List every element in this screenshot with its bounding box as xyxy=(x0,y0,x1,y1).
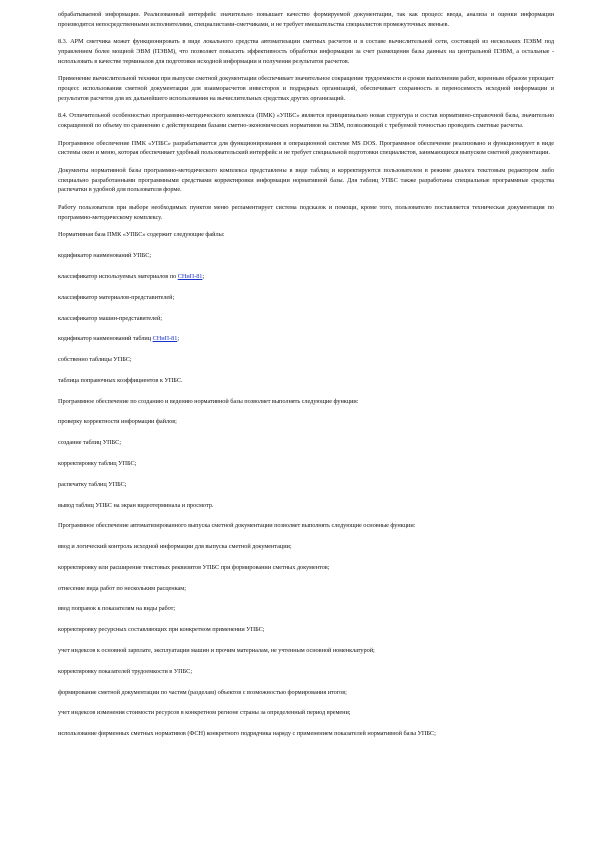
list-item-suffix: ; xyxy=(202,272,205,280)
paragraph-user-help: Работу пользователя при выборе необходимых пунктов меню регламентирует система подсказок и помощи, кроме того, пользователю поставляется техническая документация по программно-методическому комплексу. xyxy=(58,204,554,221)
paragraph-8-3-arm: 8.3. АРМ сметчика может функционировать в виде локального средства автоматизации сметных расчетов и в составе вычислительной сети, состоящей из нескольких ПЭВМ под управлением более мощной ЭВМ (ПЭВМ), что позволяет повысить эффективность обработки информации за счет размещения базы данных на центральной ПЭВМ, а остальные - использовать в качестве терминалов для подготовки исходной информации и получения результатов расчетов. xyxy=(58,38,554,65)
list-item-text: классификатор используемых материалов по xyxy=(58,272,178,280)
list-item: классификатор материалов-представителей; xyxy=(58,293,175,301)
snip-81-link[interactable]: СНиП-81 xyxy=(177,272,203,280)
list-item: вывод таблиц УПБС на экран видеотерминала и просмотр. xyxy=(58,501,214,509)
list-item-text: кодификатор наименований таблиц xyxy=(58,335,153,343)
list-item: проверку корректности информации файлов; xyxy=(58,418,177,426)
list-item: ввод и логический контроль исходной информации для выпуска сметной документации; xyxy=(58,543,292,551)
list-item: отнесение вида работ по нескольким расценкам; xyxy=(58,584,186,592)
paragraph-output-functions-intro: Программное обеспечение автоматизированного выпуска сметной документации позволяет выполнять следующие основные функции: xyxy=(58,522,416,530)
list-item: корректировку таблиц УПБС; xyxy=(58,460,137,467)
list-item: использование фирменных сметных нормативов (ФСН) конкретного подрядчика наряду с применением показателей нормативной базы УПБС; xyxy=(58,730,436,738)
paragraph-base-files-intro: Нормативная база ПМК «УПБС» содержит следующие файлы: xyxy=(58,231,225,239)
paragraph-base-functions-intro: Программное обеспечение по созданию и ведению нормативной базы позволяет выполнять следующие функции: xyxy=(58,397,359,405)
list-item: формирование сметной документации по частям (разделам) объектов с возможностью формирования итогов; xyxy=(58,688,347,696)
list-item: ввод поправок к показателям на виды работ; xyxy=(58,605,176,613)
list-item: создание таблиц УПБС; xyxy=(58,439,122,447)
list-item: корректировку ресурсных составляющих при конкретном применении УПБС; xyxy=(58,626,265,634)
list-item: классификатор машин-представителей; xyxy=(58,314,163,322)
list-item: корректировку показателей трудоемкости в УПБС; xyxy=(58,667,193,675)
paragraph-normative-documents: Документы нормативной базы программно-методического комплекса представлены в виде таблиц и корректируются пользователем в режиме диалога текстовым редактором либо специально разработанными программными средствами корректировки информации нормативной базы. Для таблиц УПБС также разработаны специальные программные средства распечатки в удобной для пользователя форме. xyxy=(58,167,554,194)
list-item: учет индексов изменения стоимости ресурсов в конкретном регионе страны за определенный период времени; xyxy=(58,709,351,717)
paragraph-8-4-pmk: 8.4. Отличительной особенностью программно-методического комплекса (ПМК) «УПБС» является принципиально новая структура и состав нормативно-справочной базы, значительно сокращенной по объему по сравнению с действующими базами сметно-экономических нормативов на ЭВМ, позволяющей с требуемой точностью проводить сметные расчеты. xyxy=(58,112,554,129)
list-item-table-codifier xyxy=(58,334,554,344)
list-item: учет индексов к основной зарплате, эксплуатации машин и прочим материалам, не учтенным основной номенклатурой; xyxy=(58,647,375,655)
paragraph-software-msdos: Программное обеспечение ПМК «УПБС» разрабатывается для функционирования в операционной системе MS DOS. Программное обеспечение реализовано и функционирует в виде системы окон и меню, которая обеспечивает удобный пользовательский интерфейс и не требует специальной подготовки специалистов, занимающихся выпуском сметной документации. xyxy=(58,139,554,157)
list-item: распечатку таблиц УПБС; xyxy=(58,480,127,488)
list-item: кодификатор наименований УПБС; xyxy=(58,252,152,260)
list-item: собственно таблицы УПБС; xyxy=(58,356,132,364)
document-page xyxy=(58,10,554,750)
list-item-classifier-materials xyxy=(58,272,554,282)
list-item: корректировку или расширение текстовых реквизитов УПБС при формировании сметных документов; xyxy=(58,563,330,571)
paragraph-computing-benefits: Применение вычислительной техники при выпуске сметной документации обеспечивает значительное сокращение трудоемкости и сроков выполнения работ, коренным образом упрощает процесс использования сметной документации для взаиморасчетов инвесторов и подрядных организаций, обеспечивает сохранность и переносимость исходной информации и результатов расчетов для их дальнейшего использования на вычислительных средствах других организаций. xyxy=(58,75,554,102)
list-item-suffix: ; xyxy=(177,335,180,343)
list-item: таблица поправочных коэффициентов к УПБС. xyxy=(58,376,183,384)
paragraph-interface-quality: обрабатываемой информации. Реализованный интерфейс значительно повышает качество формируемой документации, так как процесс ввода, анализа и оценки информации производится непосредственными исполнителями, специалистами-сметчиками, и не требует вмешательства специалистов промежуточных звеньев. xyxy=(58,11,554,28)
snip-81-link[interactable]: СНиП-81 xyxy=(152,335,178,343)
